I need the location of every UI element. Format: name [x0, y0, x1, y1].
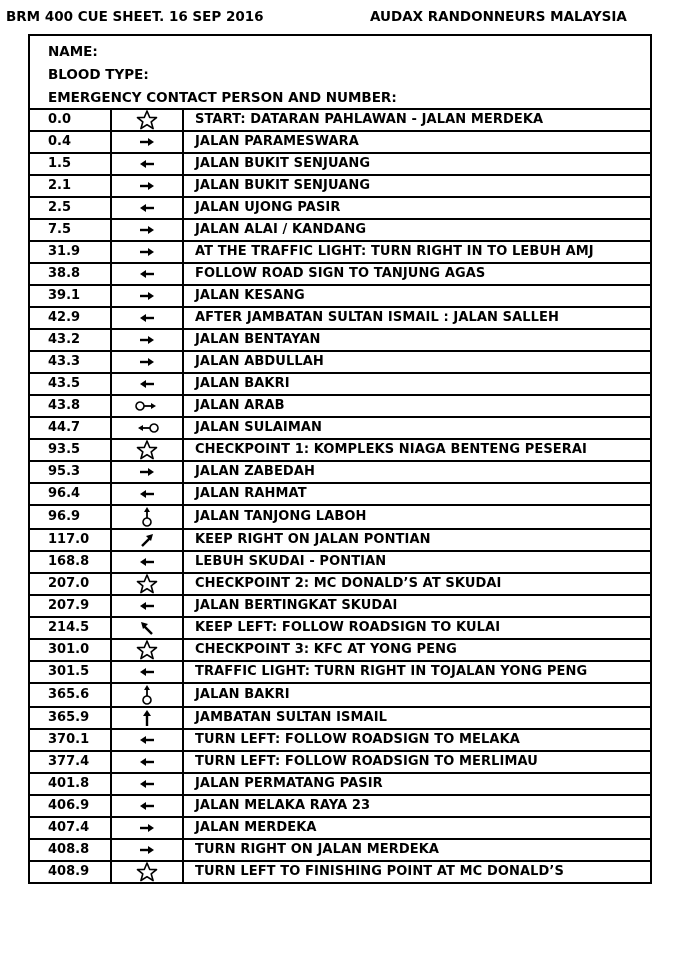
cue-row: [29, 529, 651, 551]
cue-row: [29, 617, 651, 639]
cue-distance: 214.5: [29, 617, 111, 639]
arrow-left-icon: [111, 795, 183, 817]
cue-distance: 408.8: [29, 839, 111, 861]
cue-distance: 7.5: [29, 219, 111, 241]
cue-row: [29, 241, 651, 263]
cue-distance: 96.9: [29, 505, 111, 529]
arrow-left-icon: [111, 483, 183, 505]
arrow-left-icon: [111, 729, 183, 751]
cue-row: [29, 573, 651, 595]
cue-distance: 370.1: [29, 729, 111, 751]
cue-row: [29, 307, 651, 329]
cue-instruction: JALAN MELAKA RAYA 23: [183, 795, 651, 817]
cue-instruction: JALAN UJONG PASIR: [183, 197, 651, 219]
cue-distance: 31.9: [29, 241, 111, 263]
cue-row: [29, 417, 651, 439]
cue-instruction: JAMBATAN SULTAN ISMAIL: [183, 707, 651, 729]
cue-distance: 43.2: [29, 329, 111, 351]
cue-row: [29, 351, 651, 373]
cue-instruction: FOLLOW ROAD SIGN TO TANJUNG AGAS: [183, 263, 651, 285]
cue-distance: 207.9: [29, 595, 111, 617]
cue-row: [29, 395, 651, 417]
cue-distance: 93.5: [29, 439, 111, 461]
cue-distance: 2.5: [29, 197, 111, 219]
cue-distance: 43.8: [29, 395, 111, 417]
arrow-right-icon: [111, 131, 183, 153]
cue-row: [29, 285, 651, 307]
cue-distance: 43.3: [29, 351, 111, 373]
cue-instruction: JALAN SULAIMAN: [183, 417, 651, 439]
arrow-up-right-icon: [111, 529, 183, 551]
cue-row: [29, 197, 651, 219]
cue-instruction: TURN LEFT: FOLLOW ROADSIGN TO MELAKA: [183, 729, 651, 751]
cue-instruction: KEEP LEFT: FOLLOW ROADSIGN TO KULAI: [183, 617, 651, 639]
arrow-left-icon: [111, 307, 183, 329]
cue-distance: 43.5: [29, 373, 111, 395]
cue-row: [29, 595, 651, 617]
arrow-right-icon: [111, 219, 183, 241]
cue-instruction: JALAN ZABEDAH: [183, 461, 651, 483]
cue-row: [29, 373, 651, 395]
name-label: NAME:: [48, 44, 98, 60]
star-icon: [111, 109, 183, 131]
cue-distance: 0.0: [29, 109, 111, 131]
cue-instruction: JALAN BAKRI: [183, 373, 651, 395]
star-icon: [111, 861, 183, 883]
arrow-left-icon: [111, 373, 183, 395]
cue-distance: 401.8: [29, 773, 111, 795]
cue-distance: 408.9: [29, 861, 111, 883]
cue-instruction: TURN LEFT TO FINISHING POINT AT MC DONALD’S: [183, 861, 651, 883]
cue-instruction: JALAN RAHMAT: [183, 483, 651, 505]
cue-instruction: JALAN TANJONG LABOH: [183, 505, 651, 529]
cue-row: [29, 483, 651, 505]
cue-row: [29, 661, 651, 683]
cue-distance: 2.1: [29, 175, 111, 197]
cue-row: [29, 795, 651, 817]
cue-instruction: AT THE TRAFFIC LIGHT: TURN RIGHT IN TO LEBUH AMJ: [183, 241, 651, 263]
cue-instruction: JALAN ALAI / KANDANG: [183, 219, 651, 241]
cue-instruction: JALAN BUKIT SENJUANG: [183, 175, 651, 197]
roundabout-straight-icon: [111, 683, 183, 707]
arrow-left-icon: [111, 661, 183, 683]
cue-instruction: CHECKPOINT 1: KOMPLEKS NIAGA BENTENG PESERAI: [183, 439, 651, 461]
cue-row: [29, 551, 651, 573]
cue-instruction: JALAN PARAMESWARA: [183, 131, 651, 153]
cue-instruction: JALAN BERTINGKAT SKUDAI: [183, 595, 651, 617]
cue-distance: 38.8: [29, 263, 111, 285]
cue-instruction: JALAN KESANG: [183, 285, 651, 307]
emergency-contact-label: EMERGENCY CONTACT PERSON AND NUMBER:: [48, 90, 397, 106]
sheet-header: [0, 6, 678, 30]
roundabout-straight-icon: [111, 505, 183, 529]
arrow-left-icon: [111, 153, 183, 175]
arrow-right-icon: [111, 351, 183, 373]
cue-instruction: KEEP RIGHT ON JALAN PONTIAN: [183, 529, 651, 551]
arrow-left-icon: [111, 197, 183, 219]
cue-distance: 301.0: [29, 639, 111, 661]
cue-instruction: TURN LEFT: FOLLOW ROADSIGN TO MERLIMAU: [183, 751, 651, 773]
cue-instruction: JALAN ARAB: [183, 395, 651, 417]
cue-row: [29, 839, 651, 861]
cue-distance: 44.7: [29, 417, 111, 439]
cue-row: [29, 817, 651, 839]
cue-row: [29, 729, 651, 751]
cue-instruction: JALAN BENTAYAN: [183, 329, 651, 351]
cue-row: [29, 639, 651, 661]
cue-distance: 207.0: [29, 573, 111, 595]
cue-row: [29, 861, 651, 883]
cue-instruction: START: DATARAN PAHLAWAN - JALAN MERDEKA: [183, 109, 651, 131]
cue-distance: 406.9: [29, 795, 111, 817]
star-icon: [111, 639, 183, 661]
cue-row: [29, 219, 651, 241]
blood-type-label: BLOOD TYPE:: [48, 67, 149, 83]
cue-row: [29, 131, 651, 153]
rider-info-box: [28, 34, 652, 108]
arrow-left-icon: [111, 595, 183, 617]
cue-distance: 39.1: [29, 285, 111, 307]
arrow-right-icon: [111, 329, 183, 351]
cue-instruction: LEBUH SKUDAI - PONTIAN: [183, 551, 651, 573]
cue-distance: 168.8: [29, 551, 111, 573]
cue-row: [29, 175, 651, 197]
cue-row: [29, 683, 651, 707]
cue-row: [29, 505, 651, 529]
star-icon: [111, 573, 183, 595]
cue-distance: 407.4: [29, 817, 111, 839]
cue-distance: 1.5: [29, 153, 111, 175]
cue-distance: 0.4: [29, 131, 111, 153]
roundabout-left-icon: [111, 417, 183, 439]
arrow-right-icon: [111, 461, 183, 483]
cue-distance: 301.5: [29, 661, 111, 683]
cue-row: [29, 707, 651, 729]
cue-distance: 42.9: [29, 307, 111, 329]
cue-row: [29, 109, 651, 131]
cue-distance: 96.4: [29, 483, 111, 505]
cue-distance: 95.3: [29, 461, 111, 483]
cue-row: [29, 263, 651, 285]
arrow-left-icon: [111, 551, 183, 573]
arrow-up-left-icon: [111, 617, 183, 639]
cue-instruction: AFTER JAMBATAN SULTAN ISMAIL : JALAN SALLEH: [183, 307, 651, 329]
cue-instruction: TURN RIGHT ON JALAN MERDEKA: [183, 839, 651, 861]
arrow-up-icon: [111, 707, 183, 729]
cue-row: [29, 439, 651, 461]
arrow-right-icon: [111, 839, 183, 861]
cue-distance: 365.6: [29, 683, 111, 707]
cue-distance: 117.0: [29, 529, 111, 551]
cue-instruction: CHECKPOINT 3: KFC AT YONG PENG: [183, 639, 651, 661]
cue-row: [29, 329, 651, 351]
cue-instruction: TRAFFIC LIGHT: TURN RIGHT IN TOJALAN YONG PENG: [183, 661, 651, 683]
arrow-right-icon: [111, 817, 183, 839]
cue-instruction: CHECKPOINT 2: MC DONALD’S AT SKUDAI: [183, 573, 651, 595]
star-icon: [111, 439, 183, 461]
sheet-title: BRM 400 CUE SHEET. 16 SEP 2016: [6, 9, 264, 25]
cue-row: [29, 773, 651, 795]
cue-row: [29, 153, 651, 175]
arrow-left-icon: [111, 773, 183, 795]
cue-row: [29, 461, 651, 483]
cue-instruction: JALAN ABDULLAH: [183, 351, 651, 373]
arrow-right-icon: [111, 175, 183, 197]
cue-instruction: JALAN PERMATANG PASIR: [183, 773, 651, 795]
cue-table: [28, 108, 652, 884]
cue-instruction: JALAN BAKRI: [183, 683, 651, 707]
arrow-right-icon: [111, 285, 183, 307]
cue-distance: 365.9: [29, 707, 111, 729]
arrow-right-icon: [111, 241, 183, 263]
arrow-left-icon: [111, 263, 183, 285]
roundabout-right-icon: [111, 395, 183, 417]
cue-instruction: JALAN MERDEKA: [183, 817, 651, 839]
cue-distance: 377.4: [29, 751, 111, 773]
arrow-left-icon: [111, 751, 183, 773]
organizer-name: AUDAX RANDONNEURS MALAYSIA: [370, 9, 627, 25]
cue-row: [29, 751, 651, 773]
cue-instruction: JALAN BUKIT SENJUANG: [183, 153, 651, 175]
